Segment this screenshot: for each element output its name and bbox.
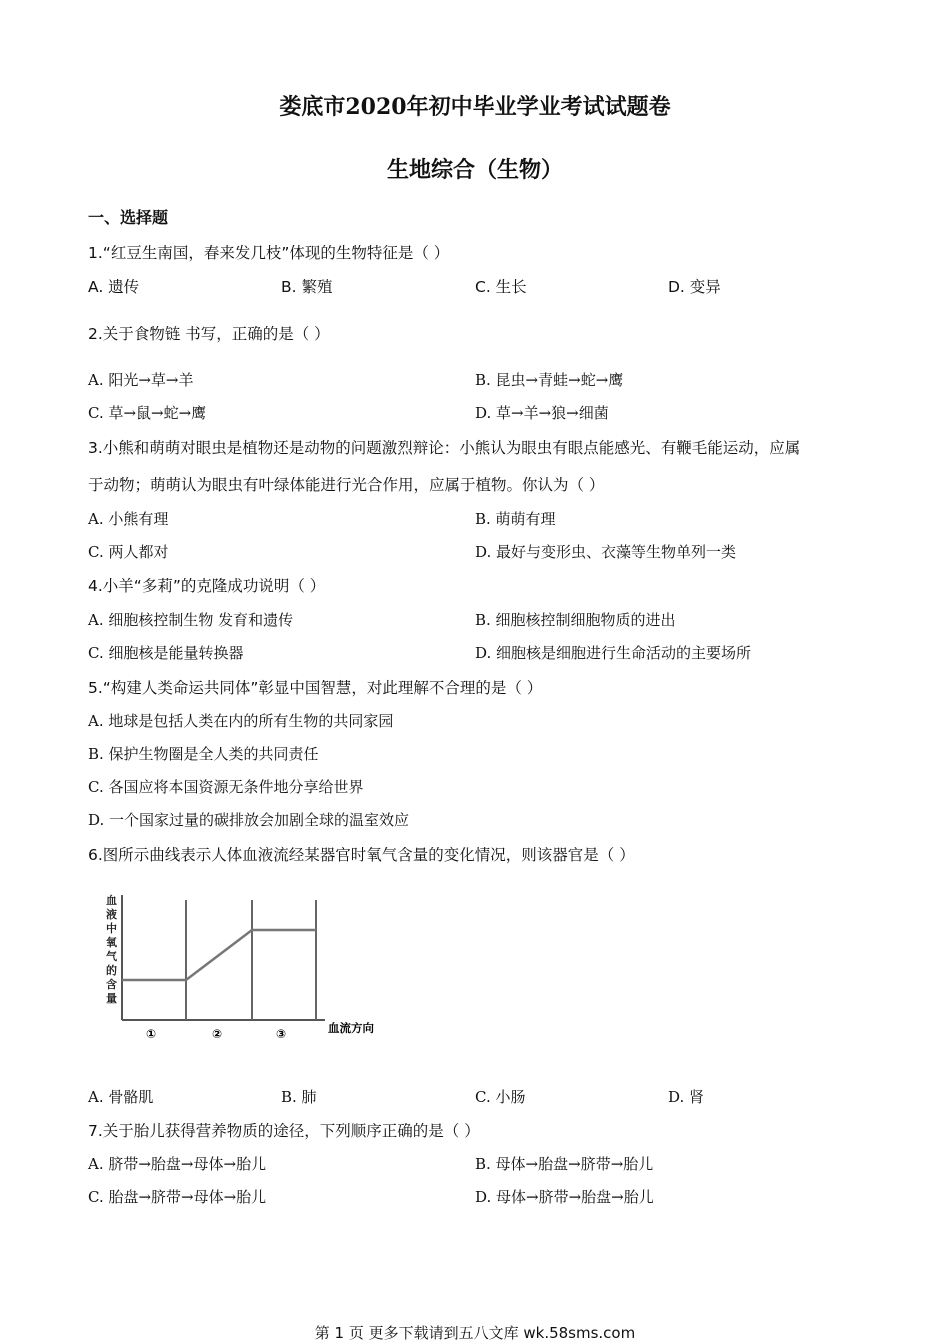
option-6b: B. 肺 [281, 1088, 317, 1106]
option-2c: C. 草→鼠→蛇→鹰 [88, 404, 207, 422]
question-3-line2: 于动物；萌萌认为眼虫有叶绿体能进行光合作用，应属于植物。你认为（ ） [88, 476, 605, 494]
ylabel-char: 的 [106, 964, 117, 977]
region-label-2: ② [212, 1027, 223, 1041]
ylabel-char: 量 [106, 992, 117, 1005]
question-text: 图所示曲线表示人体血液流经某器官时氧气含量的变化情况，则该器官是（ ） [102, 846, 635, 864]
option-2a: A. 阳光→草→羊 [88, 371, 194, 389]
ylabel-char: 氧 [106, 936, 117, 949]
ylabel-char: 液 [106, 908, 117, 921]
option-2b: B. 昆虫→青蛙→蛇→鹰 [475, 371, 624, 389]
ylabel-char: 中 [106, 922, 117, 935]
option-1a: A. 遗传 [88, 278, 140, 296]
option-1d: D. 变异 [668, 278, 721, 296]
option-4c: C. 细胞核是能量转换器 [88, 644, 244, 662]
y-axis-label [106, 893, 118, 1005]
question-number: 4. [88, 577, 103, 595]
question-4 [88, 574, 325, 596]
region-label-1: ① [146, 1027, 157, 1041]
page-footer: 第 1 页 更多下载请到五八文库 wk.58sms.com [314, 1324, 636, 1342]
oxygen-curve [122, 930, 316, 980]
option-5c: C. 各国应将本国资源无条件地分享给世界 [88, 778, 364, 796]
option-7b: B. 母体→胎盘→脐带→胎儿 [475, 1155, 654, 1173]
page-title: 娄底市2020年初中毕业学业考试试题卷 [279, 94, 671, 120]
question-text: 小熊和萌萌对眼虫是植物还是动物的问题激烈辩论：小熊认为眼虫有眼点能感光、有鞭毛能运动，应属 [102, 439, 801, 457]
option-1b: B. 繁殖 [281, 278, 333, 296]
option-6a: A. 骨骼肌 [88, 1088, 154, 1106]
question-number: 6. [88, 846, 103, 864]
section-heading: 一、选择题 [88, 208, 169, 227]
question-6 [88, 843, 635, 865]
question-text: 关于食物链 书写，正确的是（ ） [102, 325, 330, 343]
option-4b: B. 细胞核控制细胞物质的进出 [475, 611, 676, 629]
question-number: 7. [88, 1122, 103, 1140]
question-number: 1. [88, 244, 103, 262]
option-3b: B. 萌萌有理 [475, 510, 556, 528]
option-5a: A. 地球是包括人类在内的所有生物的共同家园 [88, 712, 394, 730]
option-6d: D. 肾 [668, 1088, 705, 1106]
option-2d: D. 草→羊→狼→细菌 [475, 404, 609, 422]
question-text: “构建人类命运共同体”彰显中国智慧，对此理解不合理的是（ ） [102, 679, 543, 697]
ylabel-char: 含 [106, 978, 117, 991]
option-3a: A. 小熊有理 [88, 510, 169, 528]
option-5b: B. 保护生物圈是全人类的共同责任 [88, 745, 319, 763]
page-subtitle: 生地综合（生物） [386, 157, 563, 183]
ylabel-char: 血 [106, 894, 117, 907]
option-5d: D. 一个国家过量的碳排放会加剧全球的温室效应 [88, 811, 410, 829]
question-number: 5. [88, 679, 103, 697]
oxygen-content-figure [100, 890, 400, 1050]
region-label-3: ③ [276, 1027, 287, 1041]
option-3c: C. 两人都对 [88, 543, 169, 561]
question-text: 关于胎儿获得营养物质的途径，下列顺序正确的是（ ） [102, 1122, 480, 1140]
ylabel-char: 气 [106, 950, 117, 963]
option-4a: A. 细胞核控制生物 发育和遗传 [88, 611, 294, 629]
x-axis-label: 血流方向 [328, 1021, 374, 1035]
question-7 [88, 1119, 480, 1141]
question-number: 3. [88, 439, 103, 457]
option-1c: C. 生长 [475, 278, 527, 296]
question-3 [88, 436, 800, 458]
question-text: “红豆生南国，春来发几枝”体现的生物特征是（ ） [102, 244, 450, 262]
question-5 [88, 676, 542, 698]
option-4d: D. 细胞核是细胞进行生命活动的主要场所 [475, 644, 752, 662]
option-3d: D. 最好与变形虫、衣藻等生物单列一类 [475, 543, 737, 561]
question-text: 小羊“多莉”的克隆成功说明（ ） [102, 577, 326, 595]
option-7a: A. 脐带→胎盘→母体→胎儿 [88, 1155, 267, 1173]
option-7c: C. 胎盘→脐带→母体→胎儿 [88, 1188, 267, 1206]
question-2 [88, 322, 330, 344]
question-1 [88, 241, 449, 263]
question-number: 2. [88, 325, 103, 343]
option-6c: C. 小肠 [475, 1088, 526, 1106]
option-7d: D. 母体→脐带→胎盘→胎儿 [475, 1188, 654, 1206]
